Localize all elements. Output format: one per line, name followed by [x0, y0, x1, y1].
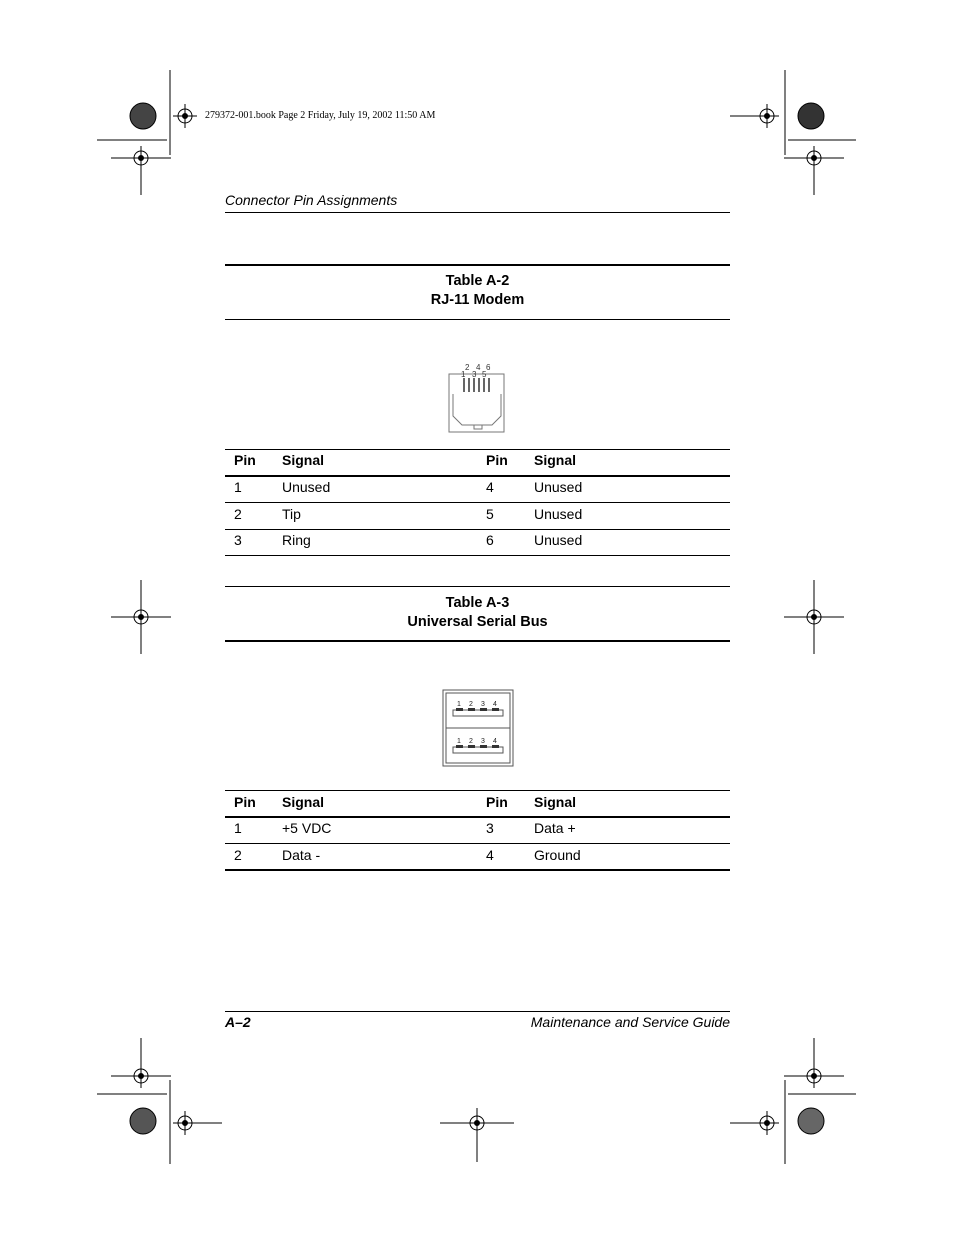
table-a2-title: RJ-11 Modem — [430, 292, 525, 308]
usb-pin-label: 1 — [457, 701, 461, 708]
signal-cell: Unused — [282, 479, 331, 495]
pin-cell: 3 — [234, 532, 242, 548]
table-a2-caption-rule — [225, 319, 730, 320]
usb-pin-label: 4 — [493, 701, 497, 708]
rj11-pin-label: 3 — [472, 370, 477, 379]
print-info: 279372-001.book Page 2 Friday, July 19, 2002 11:50 AM — [205, 110, 436, 121]
rj11-pin-label: 2 — [465, 363, 470, 372]
rj11-connector-diagram — [440, 360, 520, 436]
pin-cell: 5 — [486, 506, 494, 522]
signal-cell: Unused — [534, 532, 583, 548]
row-divider — [225, 502, 730, 503]
signal-cell: Data - — [282, 847, 321, 863]
column-header-pin: Pin — [234, 452, 256, 468]
table-a3-bottom-rule — [225, 869, 730, 871]
table-a2-bottom-rule — [225, 555, 730, 556]
pin-cell: 2 — [234, 506, 242, 522]
rj11-pin-label: 1 — [461, 370, 466, 379]
pin-cell: 6 — [486, 532, 494, 548]
header-rule — [225, 212, 730, 213]
usb-connector-diagram — [440, 688, 516, 770]
pin-cell: 1 — [234, 820, 242, 836]
pin-cell: 1 — [234, 479, 242, 495]
signal-cell: Data + — [534, 820, 576, 836]
running-head: Connector Pin Assignments — [225, 192, 398, 208]
usb-pin-label: 3 — [481, 701, 485, 708]
usb-pin-label: 3 — [481, 738, 485, 745]
signal-cell: Ring — [282, 532, 311, 548]
pin-cell: 3 — [486, 820, 494, 836]
table-a2-top-rule — [225, 264, 730, 266]
signal-cell: Unused — [534, 506, 583, 522]
footer-rule — [225, 1011, 730, 1012]
pin-cell: 2 — [234, 847, 242, 863]
column-header-signal: Signal — [282, 452, 325, 468]
column-header-pin: Pin — [234, 794, 256, 810]
pin-cell: 4 — [486, 847, 494, 863]
table-a3-top-rule — [225, 586, 730, 587]
table-a3-caption — [225, 594, 730, 632]
column-header-pin: Pin — [486, 794, 508, 810]
table-a3-header-rule — [225, 816, 730, 818]
column-header-signal: Signal — [534, 794, 577, 810]
table-a3-number: Table A-3 — [445, 595, 510, 611]
pin-cell: 4 — [486, 479, 494, 495]
table-a3-caption-rule — [225, 640, 730, 642]
rj11-pin-label: 4 — [476, 363, 481, 372]
table-a2-header-top-rule — [225, 449, 730, 450]
table-a2-number: Table A-2 — [445, 273, 510, 289]
signal-cell: +5 VDC — [282, 820, 332, 836]
row-divider — [225, 529, 730, 530]
usb-pin-label: 2 — [469, 701, 473, 708]
signal-cell: Unused — [534, 479, 583, 495]
signal-cell: Tip — [282, 506, 301, 522]
usb-pin-label: 2 — [469, 738, 473, 745]
table-a2-caption — [225, 272, 730, 310]
column-header-pin: Pin — [486, 452, 508, 468]
table-a3-header-top-rule — [225, 790, 730, 791]
page-number: A–2 — [225, 1014, 251, 1030]
guide-title: Maintenance and Service Guide — [530, 1014, 730, 1030]
usb-pin-label: 1 — [457, 738, 461, 745]
column-header-signal: Signal — [534, 452, 577, 468]
row-divider — [225, 843, 730, 844]
rj11-pin-label: 6 — [486, 363, 491, 372]
column-header-signal: Signal — [282, 794, 325, 810]
rj11-pin-label: 5 — [482, 370, 487, 379]
table-a2-header-rule — [225, 475, 730, 477]
usb-pin-label: 4 — [493, 738, 497, 745]
signal-cell: Ground — [534, 847, 581, 863]
table-a3-title: Universal Serial Bus — [407, 614, 548, 630]
